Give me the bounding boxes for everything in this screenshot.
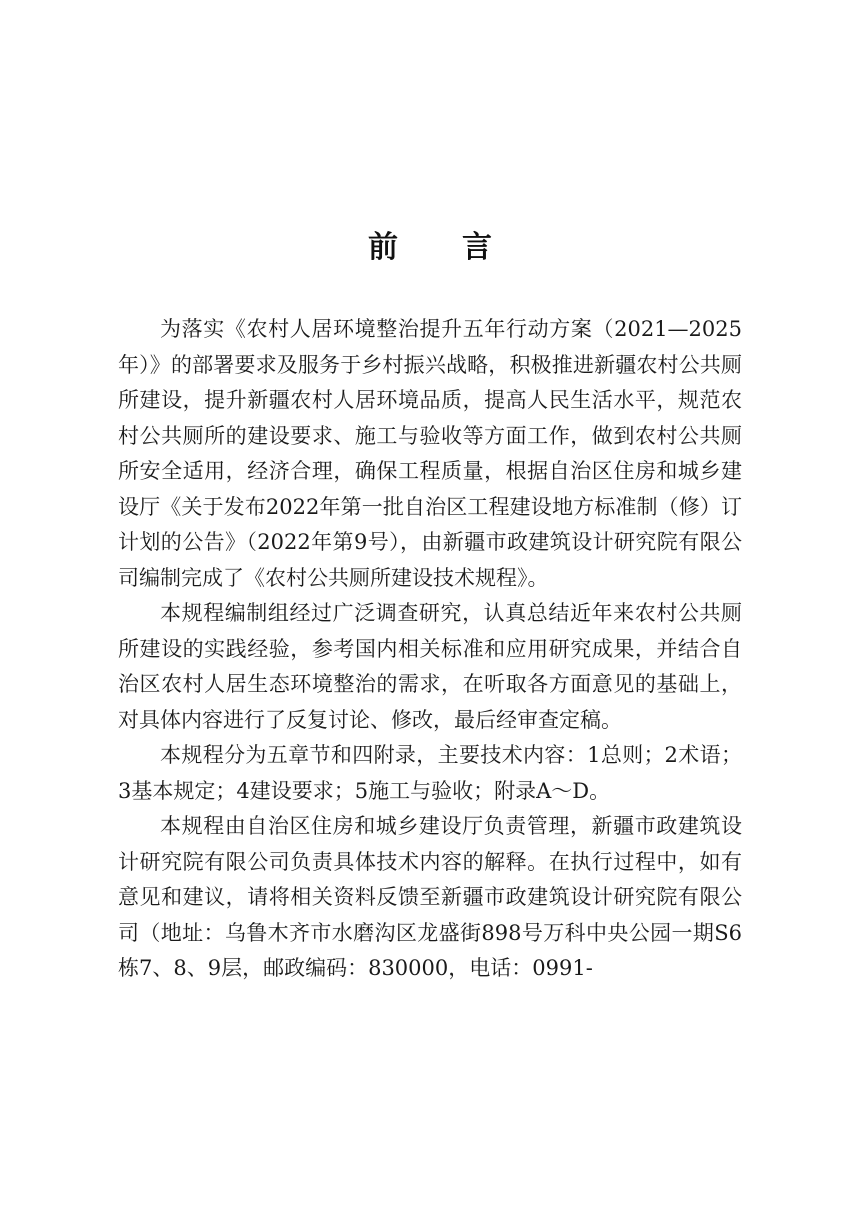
paragraph-3: 本规程分为五章节和四附录，主要技术内容：1总则；2术语；3基本规定；4建设要求；5施工与验收；附录A～D。 (118, 743, 742, 803)
page-title: 前言 (368, 230, 556, 265)
paragraph-2: 本规程编制组经过广泛调查研究，认真总结近年来农村公共厕所建设的实践经验，参考国内相关标准和应用研究成果，并结合自治区农村人居生态环境整治的需求，在听取各方面意见的基础上，对具体内容进行了反复讨论、修改，最后经审查定稿。 (118, 601, 742, 732)
preface-body (118, 312, 742, 987)
paragraph-4: 本规程由自治区住房和城乡建设厅负责管理，新疆市政建筑设计研究院有限公司负责具体技术内容的解释。在执行过程中，如有意见和建议，请将相关资料反馈至新疆市政建筑设计研究院有限公司（地址：乌鲁木齐市水磨沟区龙盛街898号万科中央公园一期S6栋7、8、9层，邮政编码：830000，电话：0991- (118, 814, 742, 980)
paragraph-1: 为落实《农村人居环境整治提升五年行动方案（2021—2025年）》的部署要求及服务于乡村振兴战略，积极推进新疆农村公共厕所建设，提升新疆农村人居环境品质，提高人民生活水平，规范农村公共厕所的建设要求、施工与验收等方面工作，做到农村公共厕所安全适用，经济合理，确保工程质量，根据自治区住房和城乡建设厅《关于发布2022年第一批自治区工程建设地方标准制（修）订计划的公告》（2022年第9号），由新疆市政建筑设计研究院有限公司编制完成了《农村公共厕所建设技术规程》。 (118, 317, 742, 590)
